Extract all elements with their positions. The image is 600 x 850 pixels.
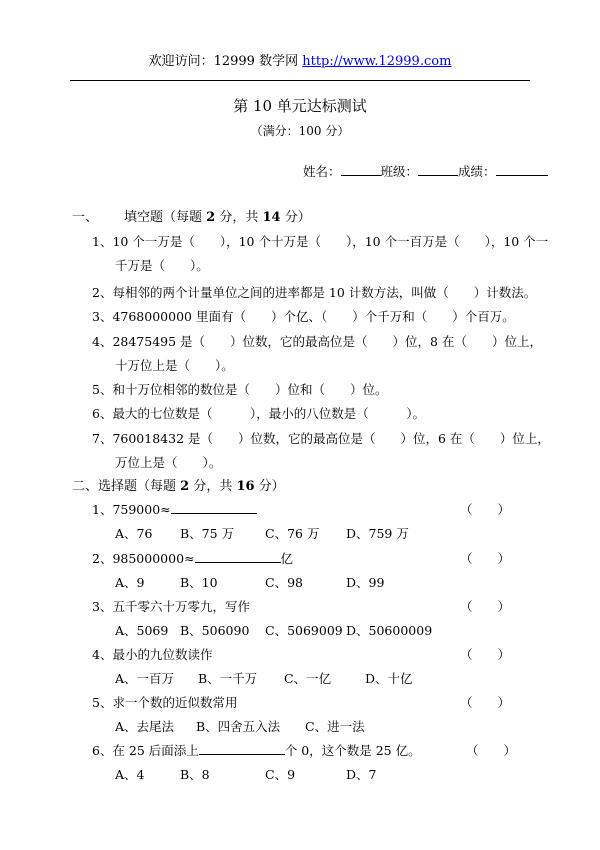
choice-question-5: 5、求一个数的近似数常用 <box>92 695 238 710</box>
section2-title-part: 二、选择题（每题 <box>72 479 181 494</box>
answer-blank[interactable] <box>199 742 285 755</box>
score-blank[interactable] <box>496 163 548 176</box>
answer-bracket[interactable]: （ ） <box>460 695 511 710</box>
choice-stem: 1、759000≈ <box>92 502 171 517</box>
option-a[interactable]: A、5069 <box>115 623 169 638</box>
option-c[interactable]: C、一亿 <box>284 671 332 686</box>
section1-title-part: 分，共 <box>215 210 263 225</box>
header-divider <box>70 80 530 81</box>
section2-heading <box>72 475 285 494</box>
student-info-line <box>303 162 548 180</box>
section2-points: 2 <box>180 479 190 494</box>
option-a[interactable]: A、9 <box>115 575 145 590</box>
name-label: 姓名： <box>303 164 341 179</box>
class-label: 班级： <box>380 164 419 179</box>
section1-number: 一、 <box>72 210 99 225</box>
answer-blank[interactable] <box>195 550 281 563</box>
option-c[interactable]: C、98 <box>265 575 303 590</box>
option-b[interactable]: B、8 <box>180 767 210 782</box>
choice-question-2 <box>92 549 293 567</box>
fill-question-6: 6、最大的七位数是（ ），最小的八位数是（ ）。 <box>92 406 425 421</box>
fill-question-1-cont: 千万是（ ）。 <box>115 258 209 273</box>
site-url-link[interactable]: http://www.12999.com <box>302 54 452 69</box>
option-a[interactable]: A、4 <box>115 767 145 782</box>
option-d[interactable]: D、50600009 <box>346 623 433 638</box>
option-c[interactable]: C、进一法 <box>305 719 365 734</box>
class-blank[interactable] <box>418 163 458 176</box>
section2-title-part: 分） <box>254 479 285 494</box>
option-d[interactable]: D、十亿 <box>365 671 413 686</box>
section2-title-part: 分，共 <box>189 479 237 494</box>
fill-question-7: 7、760018432 是（ ）位数，它的最高位是（ ）位，6 在（ ）位上， <box>92 431 550 446</box>
option-a[interactable]: A、去尾法 <box>115 719 175 734</box>
option-d[interactable]: D、7 <box>346 767 377 782</box>
section1-total: 14 <box>262 210 281 225</box>
choice-question-1 <box>92 500 257 518</box>
choice-suffix: 亿 <box>280 551 294 566</box>
fill-question-5: 5、和十万位相邻的数位是（ ）位和（ ）位。 <box>92 382 388 397</box>
site-header <box>0 50 600 69</box>
name-blank[interactable] <box>341 163 381 176</box>
page-title: 第 10 单元达标测试 <box>233 97 367 115</box>
option-b[interactable]: B、四舍五入法 <box>196 719 281 734</box>
choice-question-3: 3、五千零六十万零九，写作 <box>92 599 250 614</box>
option-c[interactable]: C、5069009 <box>265 623 343 638</box>
section1-title-part: 分） <box>280 210 311 225</box>
section1-points: 2 <box>206 210 216 225</box>
option-b[interactable]: B、一千万 <box>198 671 258 686</box>
choice-stem: 2、985000000≈ <box>92 551 195 566</box>
section1-title-part: 填空题（每题 <box>124 210 207 225</box>
choice-stem: 6、在 25 后面添上 <box>92 743 199 758</box>
fill-question-2: 2、每相邻的两个计量单位之间的进率都是 10 计数方法，叫做（ ）计数法。 <box>92 285 537 300</box>
fill-question-4-cont: 十万位上是（ ）。 <box>115 358 234 373</box>
option-a[interactable]: A、76 <box>115 526 153 541</box>
answer-bracket[interactable]: （ ） <box>460 599 511 614</box>
option-c[interactable]: C、76 万 <box>265 526 320 541</box>
fill-question-3: 3、4768000000 里面有（ ）个亿、（ ）个千万和（ ）个百万。 <box>92 309 515 324</box>
choice-suffix: 个 0，这个数是 25 亿。 <box>284 743 421 758</box>
choice-question-4: 4、最小的九位数读作 <box>92 647 213 662</box>
fill-question-4: 4、28475495 是（ ）位数，它的最高位是（ ）位，8 在（ ）位上， <box>92 334 542 349</box>
option-d[interactable]: D、99 <box>346 575 385 590</box>
section2-total: 16 <box>236 479 255 494</box>
answer-bracket[interactable]: （ ） <box>460 647 511 662</box>
page-subtitle: （满分：100 分） <box>250 124 350 138</box>
fill-question-1: 1、10 个一万是（ ），10 个十万是（ ），10 个一百万是（ ），10 个一 <box>92 234 549 249</box>
fill-question-7-cont: 万位上是（ ）。 <box>115 455 222 470</box>
option-d[interactable]: D、759 万 <box>346 526 409 541</box>
answer-bracket[interactable]: （ ） <box>460 551 511 566</box>
score-label: 成绩： <box>458 164 496 179</box>
option-b[interactable]: B、10 <box>180 575 218 590</box>
option-c[interactable]: C、9 <box>265 767 296 782</box>
option-b[interactable]: B、75 万 <box>180 526 235 541</box>
site-welcome-text: 欢迎访问：12999 数学网 <box>148 54 299 69</box>
section1-heading <box>72 206 311 225</box>
option-a[interactable]: A、一百万 <box>115 671 175 686</box>
answer-bracket[interactable]: （ ） <box>460 502 511 517</box>
option-b[interactable]: B、506090 <box>180 623 250 638</box>
answer-bracket[interactable]: （ ） <box>466 743 517 758</box>
choice-question-6 <box>92 741 421 759</box>
answer-blank[interactable] <box>171 501 257 514</box>
